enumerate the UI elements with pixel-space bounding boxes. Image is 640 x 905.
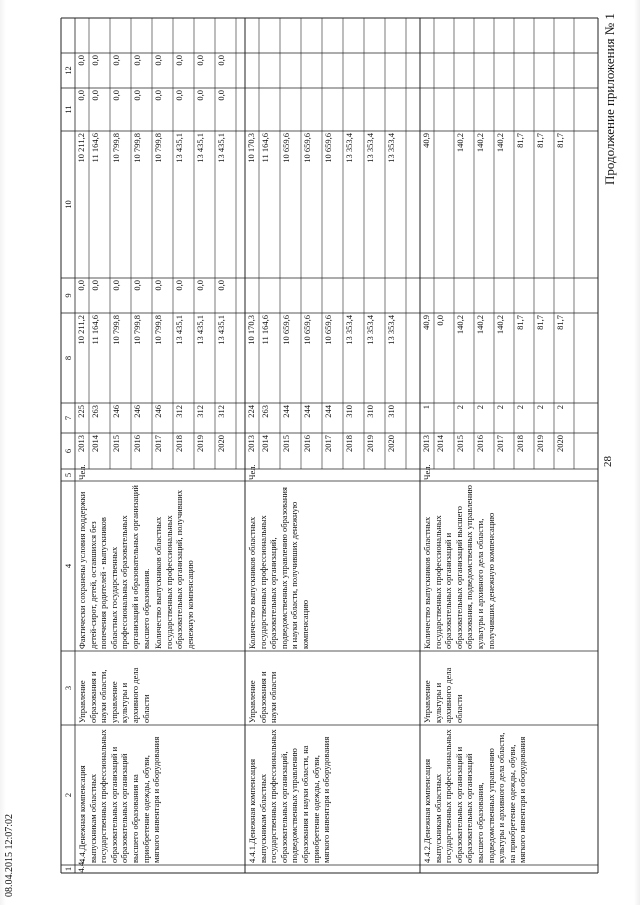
cell-r6-c9 <box>535 280 554 312</box>
cell-r0-c12 <box>246 55 259 87</box>
cell-r7-c12 <box>555 55 574 87</box>
cell-r2-c7: 244 <box>281 405 291 418</box>
cell-r7-c9 <box>386 280 406 312</box>
column-number: 5 <box>63 472 73 478</box>
column-number: 9 <box>63 293 73 298</box>
cell-r6-c8: 13 435,1 <box>195 315 205 345</box>
cell-r0-c9 <box>421 280 434 312</box>
cell-r5-c8: 13 353,4 <box>344 315 354 345</box>
column-number: 12 <box>63 66 73 75</box>
cell-r3-c10: 10 659,6 <box>302 133 312 163</box>
page-number: 28 <box>602 456 614 467</box>
cell-r7-c7: 310 <box>386 405 396 418</box>
cell-r6-c10: 13 353,4 <box>365 133 375 163</box>
program-measures-table <box>61 18 598 873</box>
cell-r0-c12: 0,0 <box>76 55 86 66</box>
cell-r1-c6: 2014 <box>90 435 100 452</box>
cell-r0-c8: 10 170,3 <box>246 315 256 345</box>
cell-r6-c11 <box>535 90 554 130</box>
cell-r5-c7: 310 <box>344 405 354 418</box>
cell-r3-c6: 2016 <box>475 435 485 452</box>
cell-r7-c12: 0,0 <box>216 55 226 66</box>
cell-r4-c7: 2 <box>495 405 505 410</box>
cell-r6-c7: 312 <box>195 405 205 418</box>
measure-name: 4.4.1.Денежная компенсация выпускникам областных государственных профессиональных образовательных организаций, подведомственных управлению образования и науки области, на приобретение одежды, обуви, мягкого инвентаря и оборудования <box>247 729 332 863</box>
cell-r2-c11: 0,0 <box>111 90 121 101</box>
cell-r2-c8: 140,2 <box>455 315 465 335</box>
cell-r5-c8: 81,7 <box>515 315 525 330</box>
cell-r1-c11: 0,0 <box>90 90 100 101</box>
cell-r6-c6: 2019 <box>365 435 375 452</box>
cell-r3-c10: 140,2 <box>475 133 485 153</box>
cell-r5-c9 <box>344 280 364 312</box>
column-number: 10 <box>63 200 73 209</box>
cell-r6-c7: 2 <box>535 405 545 410</box>
cell-r1-c8: 11 164,6 <box>90 315 100 345</box>
cell-r0-c11 <box>421 90 434 130</box>
cell-r2-c8: 10 659,6 <box>281 315 291 345</box>
cell-r5-c7: 312 <box>174 405 184 418</box>
cell-r1-c7: 263 <box>90 405 100 418</box>
cell-r6-c10: 81,7 <box>535 133 545 148</box>
cell-r7-c7: 312 <box>216 405 226 418</box>
column-number: 6 <box>63 448 73 454</box>
cell-r2-c10: 10 799,8 <box>111 133 121 163</box>
cell-r2-c12 <box>455 55 474 87</box>
cell-r0-c9: 0,0 <box>76 280 86 291</box>
cell-r3-c11 <box>475 90 494 130</box>
cell-r4-c7: 246 <box>153 405 163 418</box>
cell-r0-c7: 1 <box>421 405 431 410</box>
cell-r2-c9 <box>281 280 301 312</box>
cell-r4-c12: 0,0 <box>153 55 163 66</box>
cell-r3-c10: 10 799,8 <box>132 133 142 163</box>
cell-r2-c6: 2015 <box>281 435 291 452</box>
cell-r4-c12 <box>323 55 343 87</box>
cell-r1-c6: 2014 <box>260 435 270 452</box>
cell-r4-c6: 2017 <box>153 435 163 452</box>
cell-r3-c7: 2 <box>475 405 485 410</box>
cell-r6-c6: 2019 <box>535 435 545 452</box>
cell-r7-c8: 13 353,4 <box>386 315 396 345</box>
cell-r0-c11: 0,0 <box>76 90 86 101</box>
cell-r3-c8: 10 799,8 <box>132 315 142 345</box>
column-number: 8 <box>63 355 73 361</box>
cell-r5-c11 <box>515 90 534 130</box>
cell-r1-c9: 0,0 <box>90 280 100 291</box>
cell-r3-c7: 246 <box>132 405 142 418</box>
cell-r1-c10 <box>435 133 454 277</box>
cell-r5-c12 <box>344 55 364 87</box>
cell-r1-c7: 263 <box>260 405 270 418</box>
cell-r7-c10: 13 435,1 <box>216 133 226 163</box>
cell-r7-c8: 81,7 <box>555 315 565 330</box>
cell-r7-c10: 13 353,4 <box>386 133 396 163</box>
cell-r0-c10: 40,9 <box>421 133 431 148</box>
appendix-continuation-header: Продолжение приложения № 1 <box>602 13 617 185</box>
cell-r3-c6: 2016 <box>302 435 312 452</box>
cell-r3-c9 <box>475 280 494 312</box>
cell-r2-c9 <box>455 280 474 312</box>
cell-r1-c11 <box>260 90 280 130</box>
cell-r5-c11: 0,0 <box>174 90 184 101</box>
cell-r6-c6: 2019 <box>195 435 205 452</box>
cell-r1-c10: 11 164,6 <box>260 133 270 163</box>
cell-r3-c11: 0,0 <box>132 90 142 101</box>
column-number: 7 <box>63 415 73 421</box>
cell-r1-c7 <box>435 405 454 432</box>
cell-r0-c11 <box>246 90 259 130</box>
cell-r6-c7: 310 <box>365 405 375 418</box>
cell-r0-c10: 10 170,3 <box>246 133 256 163</box>
cell-r5-c12: 0,0 <box>174 55 184 66</box>
cell-r2-c10: 140,2 <box>455 133 465 153</box>
item-number: 4.4. <box>76 859 86 873</box>
cell-r0-c7: 224 <box>246 405 256 418</box>
cell-r4-c12 <box>495 55 514 87</box>
cell-r1-c8: 0,0 <box>435 315 445 326</box>
cell-r7-c9 <box>555 280 574 312</box>
cell-r5-c7: 2 <box>515 405 525 410</box>
measure-name: 4.4.2.Денежная компенсация выпускникам областных государственных профессиональных образовательных организаций и образовательных организаций высшего образования, подведомственных управлению культуры и архивного дела области, на приобретение одежды, обуви, мягкого инвентаря и оборудования <box>422 729 528 863</box>
cell-r5-c6: 2018 <box>515 435 525 452</box>
cell-r3-c7: 244 <box>302 405 312 418</box>
cell-r2-c8: 10 799,8 <box>111 315 121 345</box>
cell-r6-c9 <box>365 280 385 312</box>
column-number: 11 <box>63 105 73 114</box>
cell-r6-c12 <box>365 55 385 87</box>
cell-r1-c12: 0,0 <box>90 55 100 66</box>
column-number: 3 <box>63 685 73 691</box>
cell-r7-c11 <box>386 90 406 130</box>
cell-r5-c10: 13 353,4 <box>344 133 354 163</box>
cell-r0-c12 <box>421 55 434 87</box>
cell-r2-c12: 0,0 <box>111 55 121 66</box>
unit-of-measure: Чел. <box>77 464 87 480</box>
cell-r4-c8: 140,2 <box>495 315 505 335</box>
cell-r5-c9 <box>515 280 534 312</box>
cell-r0-c6: 2013 <box>76 435 86 452</box>
column-number: 2 <box>63 792 73 798</box>
cell-r2-c7: 246 <box>111 405 121 418</box>
cell-r6-c11 <box>365 90 385 130</box>
cell-r3-c9: 0,0 <box>132 280 142 291</box>
cell-r4-c11 <box>323 90 343 130</box>
cell-r4-c9 <box>323 280 343 312</box>
cell-r7-c11: 0,0 <box>216 90 226 101</box>
cell-r6-c8: 13 353,4 <box>365 315 375 345</box>
cell-r0-c10: 10 211,2 <box>76 133 86 163</box>
cell-r4-c9: 0,0 <box>153 280 163 291</box>
unit-of-measure: Чел. <box>422 464 432 480</box>
column-number: 4 <box>63 563 73 569</box>
cell-r2-c10: 10 659,6 <box>281 133 291 163</box>
cell-r4-c7: 244 <box>323 405 333 418</box>
cell-r2-c11 <box>281 90 301 130</box>
cell-r0-c8: 10 211,2 <box>76 315 86 345</box>
column-number: 1 <box>63 866 73 872</box>
cell-r7-c10: 81,7 <box>555 133 565 148</box>
cell-r2-c6: 2015 <box>111 435 121 452</box>
cell-r7-c6: 2020 <box>386 435 396 452</box>
indicator-text: Количество выпускников областных государственных профессиональных образовательных организаций, подведомственных управлению образования и науки области, получивших денежную компенсацию <box>247 487 310 649</box>
cell-r4-c8: 10 659,6 <box>323 315 333 345</box>
cell-r1-c12 <box>260 55 280 87</box>
cell-r4-c8: 10 799,8 <box>153 315 163 345</box>
indicator-text: Количество выпускников областных государственных профессиональных образовательных организаций и образовательных организаций высшего образования, подведомственных управлению культуры и архивного дела области, получивших денежную компенсацию <box>422 485 496 649</box>
cell-r7-c11 <box>555 90 574 130</box>
indicator-text: Количество выпускников областных государственных профессиональных образовательных организаций, получивших денежную компенсацию <box>153 489 195 649</box>
cell-r5-c10: 13 435,1 <box>174 133 184 163</box>
cell-r4-c11 <box>495 90 514 130</box>
cell-r1-c8: 11 164,6 <box>260 315 270 345</box>
cell-r7-c7: 2 <box>555 405 565 410</box>
indicator-text: Фактически сохранены условия поддержки детей-сирот, детей, оставшихся без попечения родителей - выпускников областных государственных профессиональных образовательных организаций и образовательных организаций высшего образования. <box>77 485 151 649</box>
cell-r6-c8: 81,7 <box>535 315 545 330</box>
cell-r7-c12 <box>386 55 406 87</box>
cell-r1-c9 <box>260 280 280 312</box>
cell-r7-c9: 0,0 <box>216 280 226 291</box>
responsible-executor: Управление культуры и архивного дела области <box>422 667 464 723</box>
cell-r3-c6: 2016 <box>132 435 142 452</box>
unit-of-measure: Чел. <box>247 464 257 480</box>
cell-r3-c8: 140,2 <box>475 315 485 335</box>
cell-r1-c9 <box>435 280 454 312</box>
cell-r3-c11 <box>302 90 322 130</box>
cell-r1-c11 <box>435 90 454 130</box>
cell-r5-c11 <box>344 90 364 130</box>
cell-r3-c12: 0,0 <box>132 55 142 66</box>
cell-r2-c9: 0,0 <box>111 280 121 291</box>
responsible-executor: Управление образования и науки области, управление культуры и архивного дела области <box>77 667 151 723</box>
cell-r1-c6: 2014 <box>435 435 445 452</box>
cell-r0-c8: 40,9 <box>421 315 431 330</box>
cell-r2-c6: 2015 <box>455 435 465 452</box>
cell-r5-c10: 81,7 <box>515 133 525 148</box>
cell-r0-c6: 2013 <box>421 435 431 452</box>
cell-r7-c6: 2020 <box>216 435 226 452</box>
cell-r1-c12 <box>435 55 454 87</box>
cell-r3-c8: 10 659,6 <box>302 315 312 345</box>
cell-r2-c12 <box>281 55 301 87</box>
cell-r5-c6: 2018 <box>174 435 184 452</box>
cell-r2-c7: 2 <box>455 405 465 410</box>
print-timestamp-footer: 08.04.2015 12:07:02 <box>4 813 15 897</box>
measure-name: 4.4.Денежная компенсация выпускникам областных государственных профессиональных образовательных организаций и образовательных организаций высшего образования на приобретение одежды, обуви, мягкого инвентаря и оборудования <box>77 729 162 863</box>
cell-r6-c11: 0,0 <box>195 90 205 101</box>
cell-r0-c7: 225 <box>76 405 86 418</box>
cell-r7-c8: 13 435,1 <box>216 315 226 345</box>
cell-r1-c10: 11 164,6 <box>90 133 100 163</box>
cell-r0-c6: 2013 <box>246 435 256 452</box>
responsible-executor: Управление образования и науки области <box>247 671 279 723</box>
cell-r3-c12 <box>302 55 322 87</box>
cell-r7-c6: 2020 <box>555 435 565 452</box>
cell-r0-c9 <box>246 280 259 312</box>
cell-r3-c9 <box>302 280 322 312</box>
cell-r4-c6: 2017 <box>323 435 333 452</box>
cell-r5-c12 <box>515 55 534 87</box>
cell-r4-c9 <box>495 280 514 312</box>
cell-r2-c11 <box>455 90 474 130</box>
cell-r6-c12 <box>535 55 554 87</box>
cell-r6-c9: 0,0 <box>195 280 205 291</box>
cell-r4-c10: 140,2 <box>495 133 505 153</box>
cell-r4-c11: 0,0 <box>153 90 163 101</box>
cell-r4-c10: 10 799,8 <box>153 133 163 163</box>
cell-r5-c8: 13 435,1 <box>174 315 184 345</box>
cell-r6-c10: 13 435,1 <box>195 133 205 163</box>
cell-r4-c10: 10 659,6 <box>323 133 333 163</box>
cell-r3-c12 <box>475 55 494 87</box>
cell-r6-c12: 0,0 <box>195 55 205 66</box>
cell-r5-c9: 0,0 <box>174 280 184 291</box>
cell-r4-c6: 2017 <box>495 435 505 452</box>
cell-r5-c6: 2018 <box>344 435 354 452</box>
